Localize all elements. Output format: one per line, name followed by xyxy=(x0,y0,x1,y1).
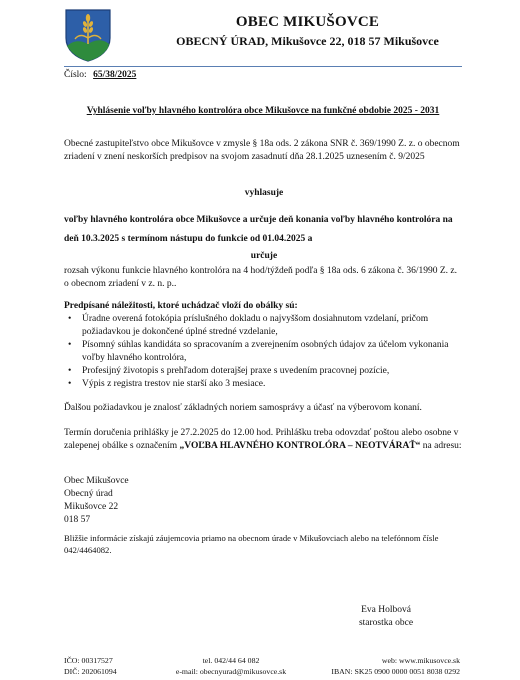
footer-web: web: www.mikusovce.sk xyxy=(381,656,460,665)
declares-label: vyhlasuje xyxy=(244,188,284,198)
footer-contact xyxy=(146,655,316,677)
determines-label: určuje xyxy=(250,251,278,261)
info-paragraph: Bližšie informácie získajú záujemcovia priamo na obecnom úrade v Mikušovciach alebo na telefónnom čísle 042/4464082. xyxy=(64,533,439,555)
footer-phone: tel. 042/44 64 082 xyxy=(202,656,260,665)
signatory-name: Eva Holbová xyxy=(361,605,411,615)
intro-paragraph: Obecné zastupiteľstvo obce Mikušovce v zmysle § 18a ods. 2 zákona SNR č. 369/1990 Z. z. o obecnom zriadení v znení neskorších predpisov na svojom zasadnutí dňa 28.1.2025 uznesením č. 9/2025 xyxy=(64,139,460,162)
footer-ids xyxy=(64,655,117,677)
deadline-text: Termín doručenia prihlášky je 27.2.2025 do 12.00 hod. Prihlášku treba odovzdať poštou alebo osobne v zalepenej obálke s označením xyxy=(64,428,459,451)
signature-block xyxy=(336,604,436,630)
postal-address xyxy=(64,475,464,527)
footer-email: e-mail: obecnyurad@mikusovce.sk xyxy=(175,667,287,676)
signatory-role: starostka obce xyxy=(358,618,414,628)
reference-label: Číslo: xyxy=(64,70,87,80)
scope-paragraph: rozsah výkonu funkcie hlavného kontrolóra na 4 hod/týždeň podľa § 18a ods. 6 zákona č. 36/1990 Z. z. o obecnom zriadení v z. n. p.. xyxy=(64,266,457,289)
footer-iban: IBAN: SK25 0900 0000 0051 8038 0292 xyxy=(331,667,460,676)
page-title: OBEC MIKUŠOVCE xyxy=(235,14,380,30)
deadline-paragraph xyxy=(64,427,464,453)
requirements-title: Predpísané náležitosti, ktoré uchádzač vloží do obálky sú: xyxy=(64,301,298,311)
envelope-mark: „VOĽBA HLAVNÉHO KONTROLÓRA – NEOTVÁRAŤ“ xyxy=(179,441,421,451)
address-line: Obecný úrad xyxy=(64,489,113,499)
address-line: Mikušovce 22 xyxy=(64,502,119,512)
deadline-suffix: na adresu: xyxy=(420,441,462,451)
footer-bank xyxy=(326,655,460,677)
knowledge-paragraph: Ďalšou požiadavkou je znalosť základných noriem samosprávy a účasť na výberovom konaní. xyxy=(64,403,422,413)
address-line: Obec Mikušovce xyxy=(64,476,129,486)
office-address-subtitle: OBECNÝ ÚRAD, Mikušovce 22, 018 57 Mikušovce xyxy=(176,34,439,48)
list-item: • Výpis z registra trestov nie starší ako 3 mesiace. xyxy=(64,378,464,391)
reference-value: 65/38/2025 xyxy=(93,70,137,80)
header-divider xyxy=(64,66,462,67)
document-heading: Vyhlásenie voľby hlavného kontrolóra obce Mikušovce na funkčné obdobie 2025 - 2031 xyxy=(86,106,440,116)
list-item: • Úradne overená fotokópia príslušného dokladu o najvyššom dosiahnutom vzdelaní, pričom požiadavkou je dokončené úplné stredné vzdelanie, xyxy=(64,313,464,339)
list-item: • Profesijný životopis s prehľadom doterajšej praxe s uvedením pracovnej pozície, xyxy=(64,365,464,378)
footer-ico: IČO: 00317527 xyxy=(64,656,113,665)
address-line: 018 57 xyxy=(64,515,91,525)
election-paragraph: voľby hlavného kontrolóra obce Mikušovce a určuje deň konania voľby hlavného kontrolóra na deň 10.3.2025 s termínom nástupu do funkcie od 01.04.2025 a xyxy=(64,215,453,244)
requirements-list xyxy=(64,313,464,391)
reference-number xyxy=(64,70,136,80)
list-item: • Písomný súhlas kandidáta so spracovaním a zverejnením osobných údajov za účelom vykonania voľby hlavného kontrolóra, xyxy=(64,339,464,365)
footer-dic: DIČ: 202061094 xyxy=(64,667,117,676)
